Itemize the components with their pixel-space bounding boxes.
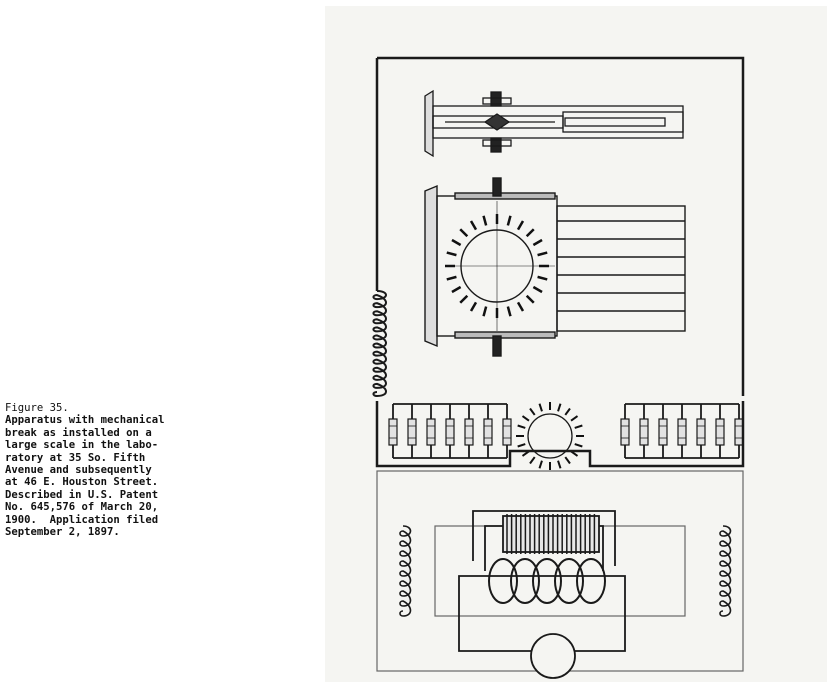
caption-line: Avenue and subsequently: [5, 464, 152, 477]
primary-loops: [489, 559, 605, 603]
side-coil-left: [400, 526, 411, 616]
transformer: [459, 511, 625, 678]
caption-line: Described in U.S. Patent: [5, 488, 159, 501]
figure-label: Figure 35.: [5, 402, 69, 414]
apparatus-drawing: [325, 6, 827, 682]
caption-line: September 2, 1897.: [5, 526, 120, 539]
caption-line: at 46 E. Houston Street.: [5, 476, 159, 489]
apparatus-drawing-svg: [325, 6, 827, 682]
caption-line: ratory at 35 So. Fifth: [5, 451, 146, 464]
upper-spark-gap: [425, 91, 683, 156]
rotary-break-housing: [425, 178, 685, 356]
figure-caption: [5, 402, 295, 538]
caption-line: Apparatus with mechanical: [5, 414, 165, 427]
condenser-bank-right: [621, 404, 743, 458]
inductance-coil: [373, 291, 386, 396]
side-coil-right: [720, 526, 731, 616]
caption-line: No. 645,576 of March 20,: [5, 501, 159, 514]
caption-line: break as installed on a: [5, 426, 152, 439]
caption-line: large scale in the labo-: [5, 439, 159, 452]
central-spokes: [516, 402, 584, 470]
condenser-bank-left: [389, 404, 511, 458]
caption-line: 1900. Application filed: [5, 513, 159, 526]
